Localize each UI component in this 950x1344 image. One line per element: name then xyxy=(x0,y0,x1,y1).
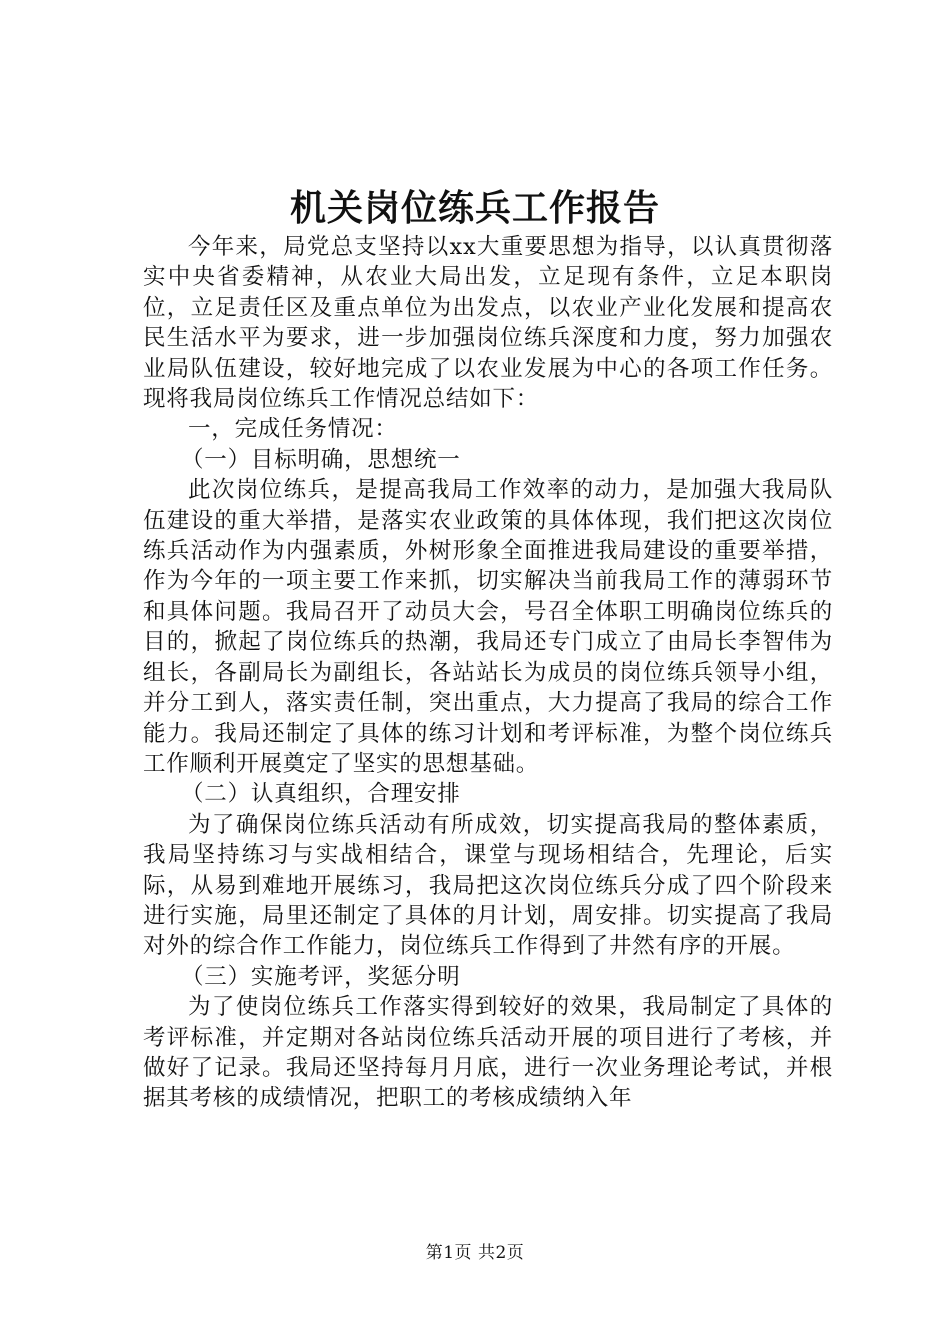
body-paragraph-2: 为了确保岗位练兵活动有所成效，切实提高我局的整体素质，我局坚持练习与实战相结合，课堂与现场相结合，先理论，后实际，从易到难地开展练习，我局把这次岗位练兵分成了四个阶段来进行实施，局里还制定了具体的月计划，周安排。切实提高了我局对外的综合作工作能力，岗位练兵工作得到了井然有序的开展。 xyxy=(143,811,833,960)
subsection-heading-1: （一）目标明确，思想统一 xyxy=(181,446,461,473)
body-paragraph-3: 为了使岗位练兵工作落实得到较好的效果，我局制定了具体的考评标准，并定期对各站岗位练兵活动开展的项目进行了考核，并做好了记录。我局还坚持每月月底，进行一次业务理论考试，并根据其考核的成绩情况，把职工的考核成绩纳入年 xyxy=(143,994,833,1112)
intro-paragraph: 今年来，局党总支坚持以xx大重要思想为指导，以认真贯彻落实中央省委精神，从农业大局出发，立足现有条件，立足本职岗位，立足责任区及重点单位为出发点，以农业产业化发展和提高农民生活水平为要求，进一步加强岗位练兵深度和力度，努力加强农业局队伍建设，较好地完成了以农业发展为中心的各项工作任务。现将我局岗位练兵工作情况总结如下： xyxy=(143,234,833,413)
subsection-heading-2: （二）认真组织，合理安排 xyxy=(181,781,461,808)
section-heading-1: 一，完成任务情况： xyxy=(188,416,398,443)
page-number-footer: 第1页 共2页 xyxy=(425,1243,525,1263)
document-title: 机关岗位练兵工作报告 xyxy=(289,187,660,229)
document-body xyxy=(143,232,833,1114)
subsection-heading-3: （三）实施考评，奖惩分明 xyxy=(181,963,461,990)
body-paragraph-1: 此次岗位练兵，是提高我局工作效率的动力，是加强大我局队伍建设的重大举措，是落实农业政策的具体体现，我们把这次岗位练兵活动作为内强素质，外树形象全面推进我局建设的重要举措，作为今年的一项主要工作来抓，切实解决当前我局工作的薄弱环节和具体问题。我局召开了动员大会，号召全体职工明确岗位练兵的目的，掀起了岗位练兵的热潮，我局还专门成立了由局长李智伟为组长，各副局长为副组长，各站站长为成员的岗位练兵领导小组，并分工到人，落实责任制，突出重点，大力提高了我局的综合工作能力。我局还制定了具体的练习计划和考评标准，为整个岗位练兵工作顺利开展奠定了坚实的思想基础。 xyxy=(143,477,833,777)
